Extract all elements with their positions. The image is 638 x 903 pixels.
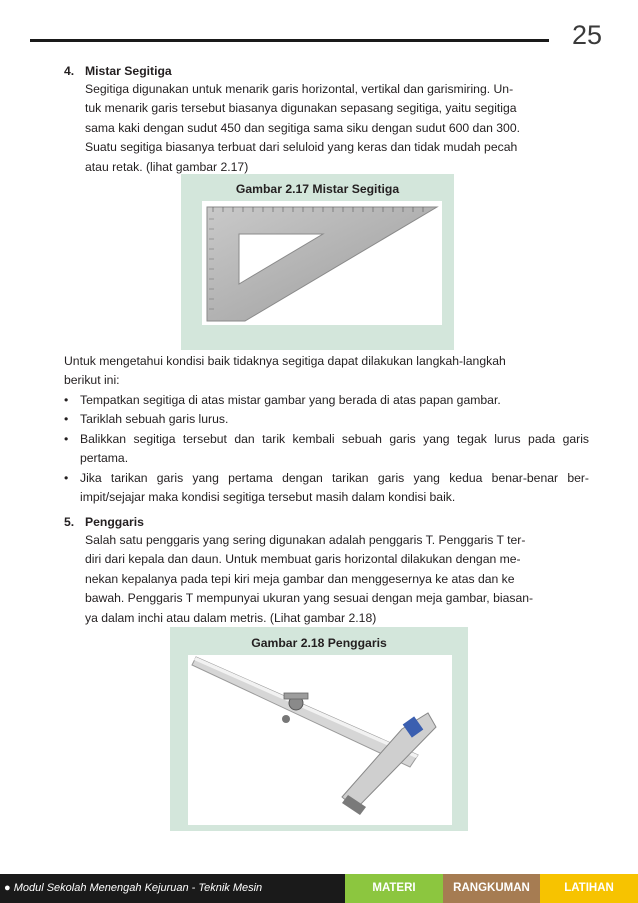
bullet-dot: • bbox=[64, 470, 69, 485]
section-4-line: sama kaki dengan sudut 450 dan segitiga sama siku dengan sudut 600 dan 300. bbox=[85, 120, 521, 135]
section-4-number: 4. bbox=[64, 64, 75, 78]
section-4-line: Suatu segitiga biasanya terbuat dari seluloid yang keras dan tidak mudah pecah bbox=[85, 140, 518, 155]
section-4-line: atau retak. (lihat gambar 2.17) bbox=[85, 159, 249, 174]
bullet-dot: • bbox=[64, 393, 69, 407]
section-5-line: bawah. Penggaris T mempunyai ukuran yang sesuai dengan meja gambar, biasan- bbox=[85, 591, 534, 606]
bullet-dot: • bbox=[64, 412, 69, 427]
section-5-number: 5. bbox=[64, 515, 75, 529]
steps-list bbox=[64, 391, 589, 507]
tab-rangkuman[interactable]: RANGKUMAN bbox=[443, 874, 540, 903]
steps-list-item bbox=[64, 391, 589, 410]
tab-latihan[interactable]: LATIHAN bbox=[540, 874, 638, 903]
bullet-text: Tempatkan segitiga di atas mistar gambar yang berada di atas papan gambar. bbox=[80, 393, 501, 407]
section-4-line: tuk menarik garis tersebut biasanya digunakan sepasang segitiga, yaitu segitiga bbox=[85, 101, 517, 116]
section-4-title: Mistar Segitiga bbox=[85, 64, 172, 78]
tab-materi[interactable]: MATERI bbox=[345, 874, 443, 903]
steps-list-item bbox=[64, 430, 589, 469]
section-5-line: ya dalam inchi atau dalam metris. (Lihat gambar 2.18) bbox=[85, 610, 377, 625]
bullet-text: Tariklah sebuah garis lurus. bbox=[80, 412, 229, 427]
footer-module-label: ● Modul Sekolah Menengah Kejuruan - Teknik Mesin bbox=[0, 874, 345, 903]
page-number: 25 bbox=[571, 20, 602, 50]
header-rule bbox=[30, 39, 549, 42]
bullet-dot: • bbox=[64, 431, 69, 446]
section-5-line: diri dari kepala dan daun. Untuk membuat garis horizontal dilakukan dengan me- bbox=[85, 552, 521, 567]
figure-2-17-caption: Gambar 2.17 Mistar Segitiga bbox=[235, 182, 400, 196]
set-square-image bbox=[181, 174, 454, 350]
steps-intro bbox=[64, 352, 589, 391]
bullet-text: Balikkan segitiga tersebut dan tarik kembali sebuah garis yang tegak lurus pada garis pertama. bbox=[80, 431, 589, 466]
section-5-line: nekan kepalanya pada tepi kiri meja gambar dan menggesernya ke atas dan ke bbox=[85, 571, 515, 586]
section-5-title: Penggaris bbox=[85, 515, 144, 529]
section-4-line: Segitiga digunakan untuk menarik garis horizontal, vertikal dan garismiring. Un- bbox=[85, 82, 514, 96]
section-5-line: Salah satu penggaris yang sering digunakan adalah penggaris T. Penggaris T ter- bbox=[85, 533, 526, 547]
t-square-image bbox=[170, 627, 468, 831]
figure-2-18 bbox=[170, 627, 468, 831]
bullet-text: Jika tarikan garis yang pertama dengan tarikan garis yang kedua benar-benar ber-impit/sejajar maka kondisi segitiga tersebut masih dalam kondisi baik. bbox=[80, 470, 589, 505]
steps-list-item bbox=[64, 410, 589, 429]
steps-intro-line: Untuk mengetahui kondisi baik tidaknya segitiga dapat dilakukan langkah-langkah bbox=[64, 354, 506, 368]
footer bbox=[0, 874, 638, 903]
section-5-body bbox=[85, 531, 589, 628]
figure-2-18-caption: Gambar 2.18 Penggaris bbox=[251, 636, 387, 650]
figure-2-17 bbox=[181, 174, 454, 350]
section-4-body bbox=[85, 80, 589, 177]
steps-list-item bbox=[64, 469, 589, 508]
steps-intro-line: berikut ini: bbox=[64, 373, 120, 388]
